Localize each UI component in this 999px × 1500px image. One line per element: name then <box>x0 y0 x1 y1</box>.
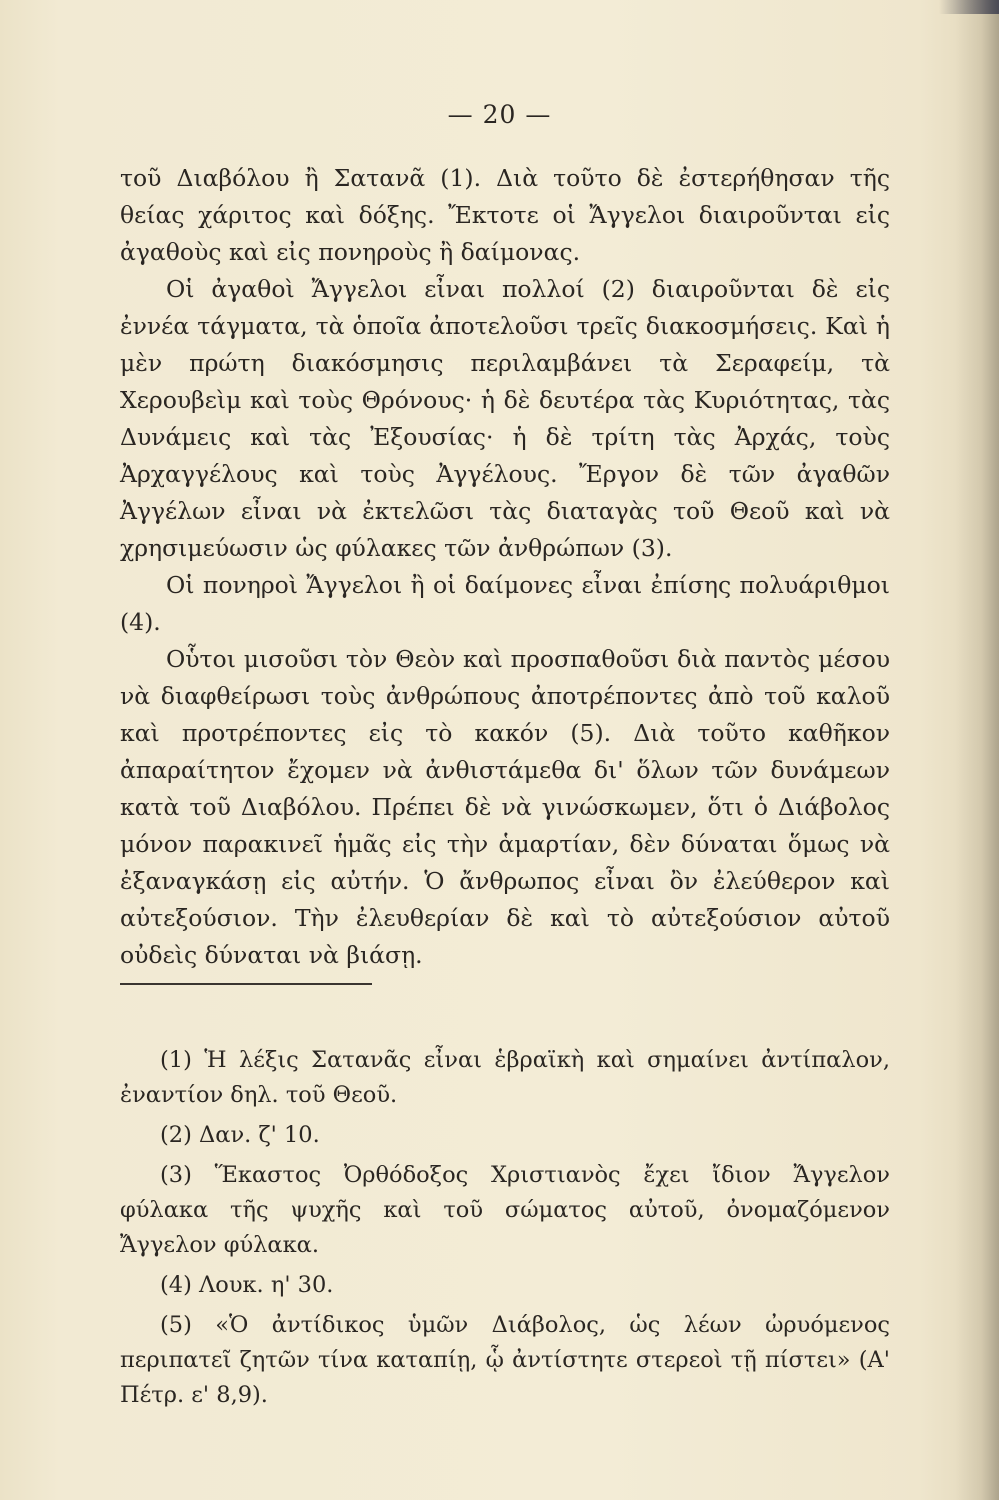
footnote-separator <box>120 983 372 985</box>
footnote-1: (1) Ἡ λέξις Σατανᾶς εἶναι ἑβραϊκὴ καὶ σημαίνει ἀντίπαλον, ἐναντίον δηλ. τοῦ Θεοῦ. <box>120 1047 890 1108</box>
footnotes <box>120 1043 890 1418</box>
footnote-5: (5) «Ὁ ἀντίδικος ὑμῶν Διάβολος, ὡς λέων ὠρυόμενος περιπατεῖ ζητῶν τίνα καταπίῃ, ᾧ ἀντίστητε στερεοὶ τῇ πίστει» (Α' Πέτρ. ε' 8,9). <box>120 1312 890 1408</box>
page-edge-shadow <box>955 0 999 1500</box>
footnote-3: (3) Ἕκαστος Ὀρθόδοξος Χριστιανὸς ἔχει ἴδιον Ἄγγελον φύλακα τῆς ψυχῆς καὶ τοῦ σώματος αὐτοῦ, ὀνομαζόμενον Ἄγγελον φύλακα. <box>120 1162 890 1258</box>
paragraph-evil-angels: Οἱ πονηροὶ Ἄγγελοι ἢ οἱ δαίμονες εἶναι ἐπίσης πολυάριθμοι (4). <box>120 571 890 636</box>
page-number: — 20 — <box>447 100 552 129</box>
scan-corner <box>939 0 999 14</box>
footnote-2: (2) Δαν. ζ' 10. <box>160 1122 320 1148</box>
paragraph-devil: Οὗτοι μισοῦσι τὸν Θεὸν καὶ προσπαθοῦσι διὰ παντὸς μέσου νὰ διαφθείρωσι τοὺς ἀνθρώπους ἀποτρέποντες ἀπὸ τοῦ καλοῦ καὶ προτρέποντες εἰς τὸ κακόν (5). Διὰ τοῦτο καθῆκον ἀπαραίτητον ἔχομεν νὰ ἀνθιστάμεθα δι' ὅλων τῶν δυνάμεων κατὰ τοῦ Διαβόλου. Πρέπει δὲ νὰ γινώσκωμεν, ὅτι ὁ Διάβολος μόνον παρακινεῖ ἡμᾶς εἰς τὴν ἁμαρτίαν, δὲν δύναται ὅμως νὰ ἐξαναγκάσῃ εἰς αὐτήν. Ὁ ἄνθρωπος εἶναι ὂν ἐλεύθερον καὶ αὐτεξούσιον. Τὴν ἐλευθερίαν δὲ καὶ τὸ αὐτεξούσιον αὐτοῦ οὐδεὶς δύναται νὰ βιάσῃ. <box>120 645 890 969</box>
paragraph-good-angels: Οἱ ἀγαθοὶ Ἄγγελοι εἶναι πολλοί (2) διαιροῦνται δὲ εἰς ἐννέα τάγματα, τὰ ὁποῖα ἀποτελοῦσι τρεῖς διακοσμήσεις. Καὶ ἡ μὲν πρώτη διακόσμησις περιλαμβάνει τὰ Σεραφείμ, τὰ Χερουβεὶμ καὶ τοὺς Θρόνους· ἡ δὲ δευτέρα τὰς Κυριότητας, τὰς Δυνάμεις καὶ τὰς Ἐξουσίας· ἡ δὲ τρίτη τὰς Ἀρχάς, τοὺς Ἀρχαγγέλους καὶ τοὺς Ἀγγέλους. Ἔργον δὲ τῶν ἀγαθῶν Ἀγγέλων εἶναι νὰ ἐκτελῶσι τὰς διαταγὰς τοῦ Θεοῦ καὶ νὰ χρησιμεύωσιν ὡς φύλακες τῶν ἀνθρώπων (3). <box>120 275 890 562</box>
paragraph-continuation: τοῦ Διαβόλου ἢ Σατανᾶ (1). Διὰ τοῦτο δὲ ἐστερήθησαν τῆς θείας χάριτος καὶ δόξης. Ἔκτοτε οἱ Ἄγγελοι διαιροῦνται εἰς ἀγαθοὺς καὶ εἰς πονηροὺς ἢ δαίμονας. <box>120 164 890 266</box>
main-text <box>120 160 890 974</box>
footnote-4: (4) Λουκ. η' 30. <box>160 1272 334 1298</box>
